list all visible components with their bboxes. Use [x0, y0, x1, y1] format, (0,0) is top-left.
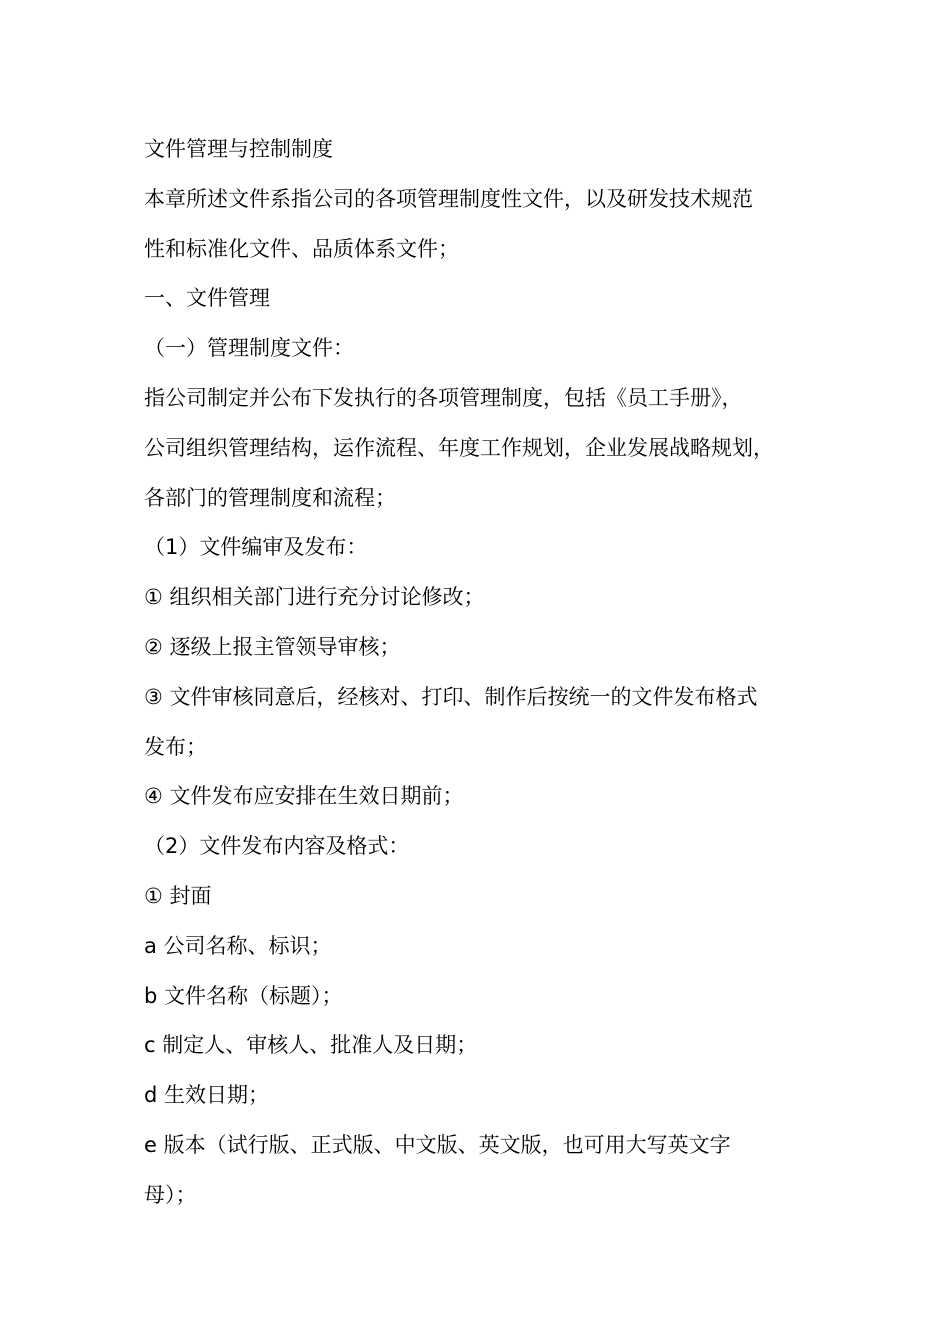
item-heading: （2）文件发布内容及格式：	[144, 834, 410, 859]
text-line: 公司组织管理结构，运作流程、年度工作规划，企业发展战略规划，	[144, 435, 774, 460]
document-title: 文件管理与控制制度	[144, 137, 333, 161]
list-item: ① 组织相关部门进行充分讨论修改；	[144, 585, 485, 610]
list-item: b 文件名称（标题）；	[144, 983, 343, 1008]
item-heading: （1）文件编审及发布：	[144, 535, 368, 560]
list-item: ② 逐级上报主管领导审核；	[144, 634, 401, 659]
text-line: 性和标准化文件、品质体系文件；	[144, 236, 459, 261]
section-heading: 一、文件管理	[144, 286, 270, 311]
subsection-heading: （一）管理制度文件：	[144, 336, 354, 361]
list-item: d 生效日期；	[144, 1083, 270, 1108]
text-line: 指公司制定并公布下发执行的各项管理制度，包括《员工手册》，	[144, 385, 743, 410]
text-line: 母）；	[144, 1182, 197, 1207]
list-item: ③ 文件审核同意后，经核对、打印、制作后按统一的文件发布格式	[144, 684, 758, 709]
list-item: a 公司名称、标识；	[144, 933, 332, 958]
text-line: 发布；	[144, 734, 207, 759]
text-line: 本章所述文件系指公司的各项管理制度性文件，以及研发技术规范	[144, 186, 753, 211]
document-body	[144, 125, 824, 1221]
list-item: ① 封面	[144, 883, 212, 908]
list-item: e 版本（试行版、正式版、中文版、英文版，也可用大写英文字	[144, 1132, 731, 1157]
list-item: ④ 文件发布应安排在生效日期前；	[144, 784, 464, 809]
text-line: 各部门的管理制度和流程；	[144, 485, 396, 510]
list-item: c 制定人、审核人、批准人及日期；	[144, 1033, 478, 1058]
